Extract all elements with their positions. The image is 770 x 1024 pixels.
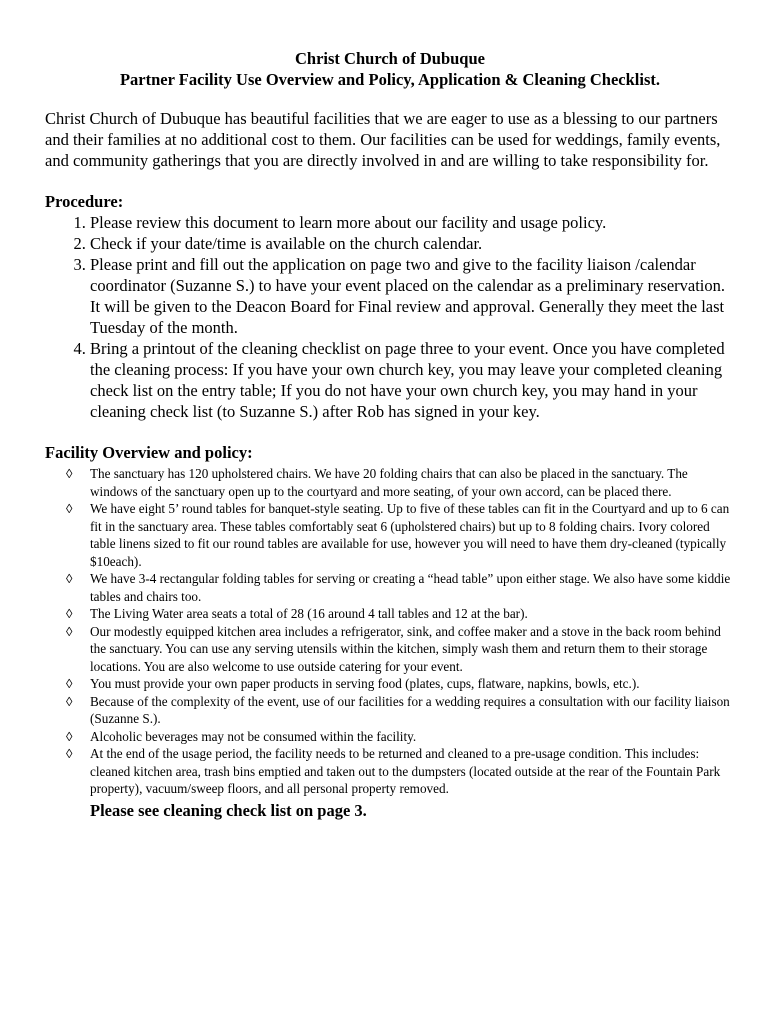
document-page [45, 48, 735, 821]
policy-item [66, 605, 735, 623]
procedure-step: 3. Please print and fill out the application on page two and give to the facility liaison /calendar coordinator (Suzanne S.) to have your event placed on the calendar as a preliminary reservation. It will be given to the Deacon Board for Final review and approval. Generally they meet the last Tuesday of the month. [90, 254, 735, 338]
diamond-bullet-icon: ◊ [66, 693, 73, 709]
policy-item [66, 693, 735, 728]
policy-text: At the end of the usage period, the facility needs to be returned and cleaned to a pre-usage condition. This includes: cleaned kitchen area, trash bins emptied and taken out to the dumpsters (located outside at the rear of the Fountain Park property), vacuum/sweep floors, and all personal property removed. [90, 746, 721, 796]
policy-item [66, 465, 735, 500]
diamond-bullet-icon: ◊ [66, 606, 73, 621]
policy-text: The Living Water area seats a total of 28 (16 around 4 tall tables and 12 at the bar). [90, 606, 528, 621]
policy-text: Our modestly equipped kitchen area includes a refrigerator, sink, and coffee maker and a stove in the back room behind the sanctuary. You can use any serving utensils within the kitchen, simply wash them and return them to their storage locations. You are also welcome to use outside catering for your event. [90, 623, 721, 674]
procedure-step: 1. Please review this document to learn more about our facility and usage policy. [90, 212, 735, 233]
diamond-bullet-icon: ◊ [66, 571, 73, 586]
diamond-bullet-icon: ◊ [66, 466, 73, 481]
procedure-step: 2. Check if your date/time is available on the church calendar. [90, 233, 735, 254]
policy-item [66, 675, 735, 693]
policy-item [66, 500, 735, 570]
diamond-bullet-icon: ◊ [66, 501, 73, 516]
policy-item [66, 570, 735, 605]
cleaning-checklist-note: Please see cleaning check list on page 3. [90, 800, 367, 820]
diamond-bullet-icon: ◊ [66, 676, 73, 691]
title-document-name: Partner Facility Use Overview and Policy, Application & Cleaning Checklist. [119, 70, 661, 89]
intro-paragraph: Christ Church of Dubuque has beautiful facilities that we are eager to use as a blessing to our partners and their families at no additional cost to them. Our facilities can be used for weddings, family events, and community gatherings that you are directly involved in and are willing to take responsibility for. [45, 109, 721, 170]
policy-text: Alcoholic beverages may not be consumed within the facility. [90, 728, 417, 744]
policy-text: We have eight 5’ round tables for banquet-style seating. Up to five of these tables can fit in the Courtyard and up to 6 can fit in the sanctuary area. These tables comfortably seat 6 (upholstered chairs) but up to 8 folding chairs. Ivory colored table linens sized to fit our round tables are available for use, however you will need to have them dry-cleaned (typically $10each). [90, 501, 730, 569]
title-church-name: Christ Church of Dubuque [295, 49, 485, 68]
procedure-heading: Procedure: [45, 192, 124, 211]
procedure-list [45, 212, 735, 422]
policy-text: You must provide your own paper products in serving food (plates, cups, flatware, napkins, bowls, etc.). [90, 676, 640, 691]
policy-text: The sanctuary has 120 upholstered chairs. We have 20 folding chairs that can also be placed in the sanctuary. The windows of the sanctuary open up to the courtyard and more seating, of your own accord, can be placed there. [90, 466, 688, 499]
policy-text: Because of the complexity of the event, use of our facilities for a wedding requires a consultation with our facility liaison (Suzanne S.). [90, 693, 730, 726]
policy-item [66, 623, 735, 676]
document-title [45, 48, 735, 90]
facility-policy-list [45, 465, 735, 798]
procedure-step: 4. Bring a printout of the cleaning checklist on page three to your event. Once you have completed the cleaning process: If you have your own church key, you may leave your completed cleaning check list on the entry table; If you do not have your own church key, you may hand in your cleaning check list (to Suzanne S.) after Rob has signed in your key. [90, 338, 735, 422]
facility-heading: Facility Overview and policy: [45, 443, 253, 462]
diamond-bullet-icon: ◊ [66, 623, 73, 639]
diamond-bullet-icon: ◊ [66, 746, 73, 761]
policy-item [66, 745, 735, 798]
policy-text: We have 3-4 rectangular folding tables for serving or creating a “head table” upon either stage. We also have some kiddie tables and chairs too. [90, 571, 731, 604]
policy-item [66, 728, 735, 746]
diamond-bullet-icon: ◊ [66, 728, 73, 744]
